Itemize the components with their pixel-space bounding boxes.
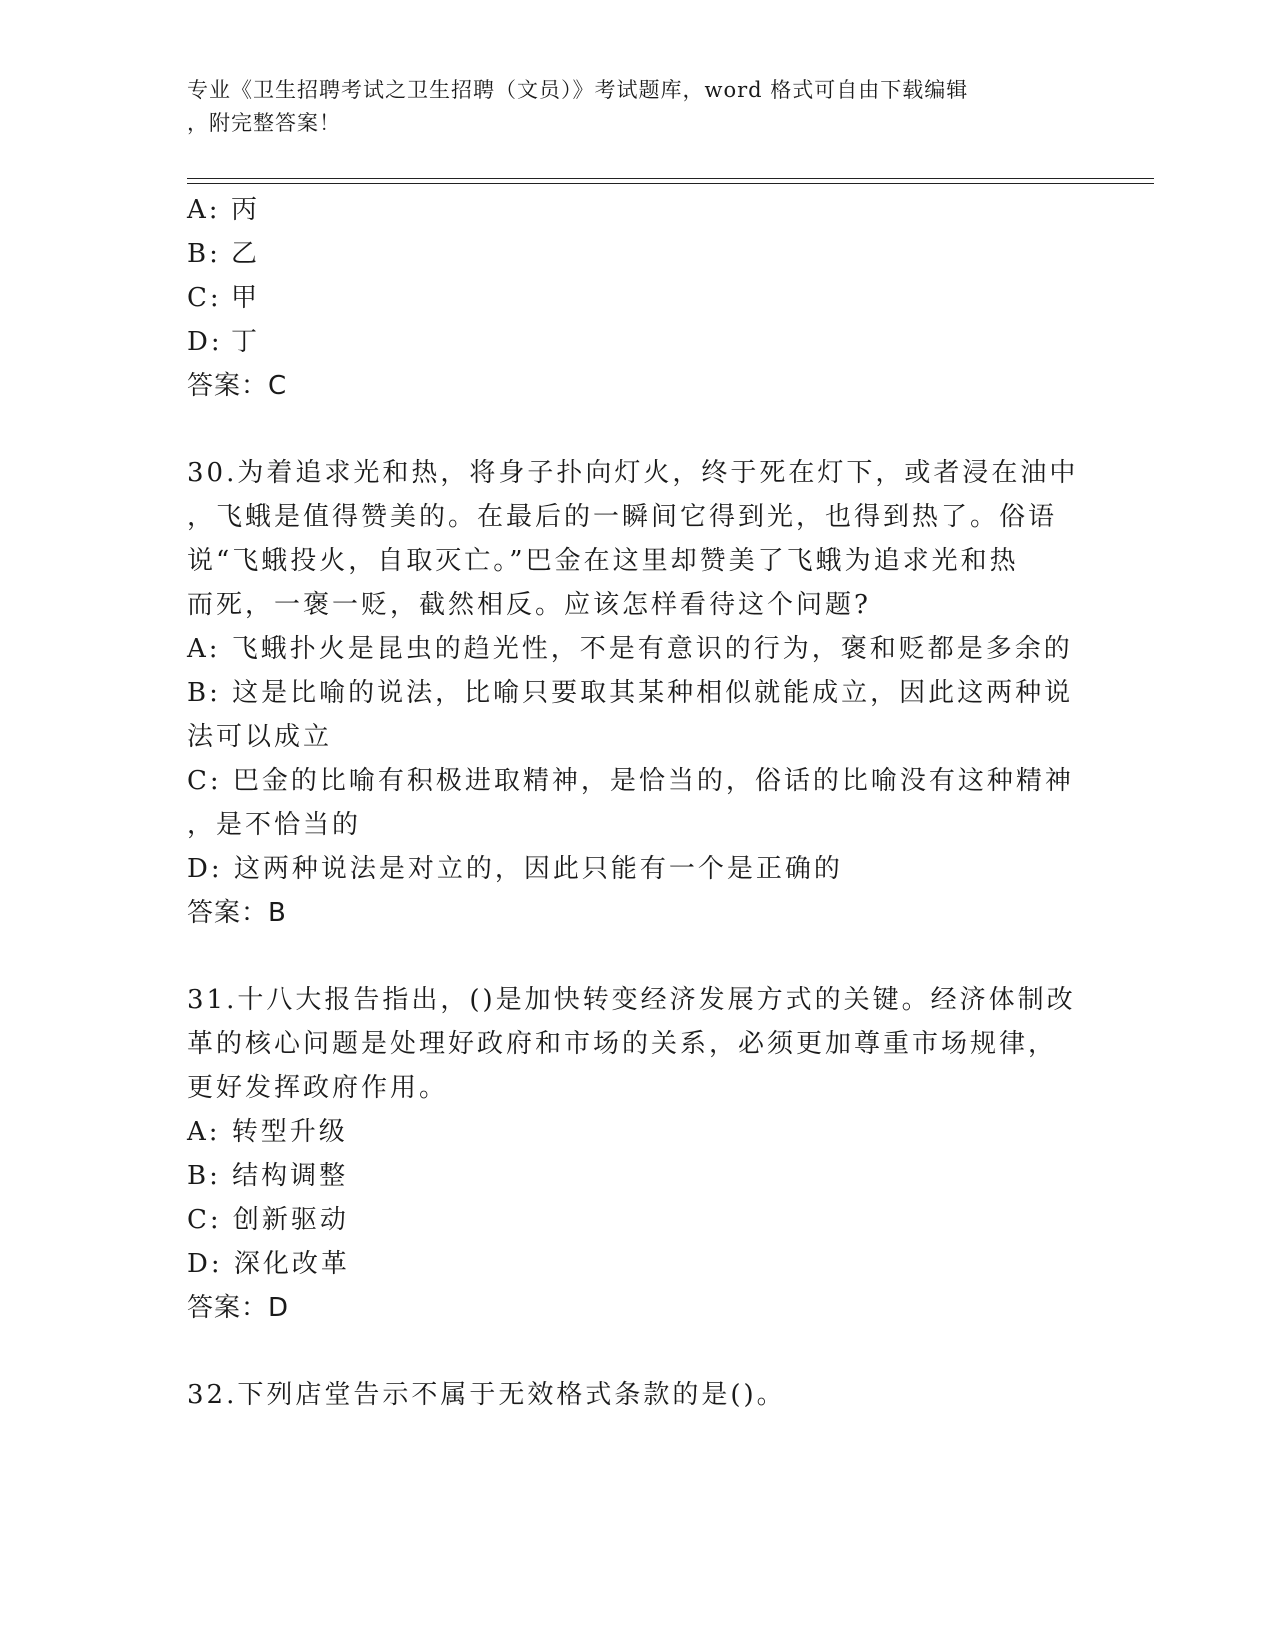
q30-stem-line: ，飞蛾是值得赞美的。在最后的一瞬间它得到光，也得到热了。俗语 [187,502,1058,532]
q30-option-b-cont: 法可以成立 [187,722,333,752]
q30-option-a: A: 飞蛾扑火是昆虫的趋光性，不是有意识的行为，褒和贬都是多余的 [187,634,1073,664]
q31-option-c: C: 创新驱动 [187,1205,349,1235]
q30-option-b: B: 这是比喻的说法，比喻只要取其某种相似就能成立，因此这两种说 [187,678,1074,708]
header-line-1: 专业《卫生招聘考试之卫生招聘（文员）》考试题库，word 格式可自由下载编辑 [187,78,969,102]
prev-option-a: A: 丙 [187,195,261,225]
q30-option-c-cont: ，是不恰当的 [187,810,362,840]
header-divider-bottom [187,183,1154,184]
q31-option-a: A: 转型升级 [187,1117,348,1147]
header-divider-top [187,178,1154,179]
q30-answer: 答案：B [187,898,287,928]
prev-option-d: D: 丁 [187,327,261,357]
q31-option-b: B: 结构调整 [187,1161,349,1191]
prev-option-c: C: 甲 [187,283,261,313]
q30-stem-line: 30.为着追求光和热，将身子扑向灯火，终于死在灯下，或者浸在油中 [187,458,1079,488]
q30-option-c: C: 巴金的比喻有积极进取精神，是恰当的，俗话的比喻没有这种精神 [187,766,1074,796]
q30-option-d: D: 这两种说法是对立的，因此只能有一个是正确的 [187,854,843,884]
q30-stem-line: 说“飞蛾投火，自取灭亡。”巴金在这里却赞美了飞蛾为追求光和热 [187,546,1019,576]
q31-stem-line: 革的核心问题是处理好政府和市场的关系，必须更加尊重市场规律， [187,1029,1058,1059]
document-header [187,74,1067,140]
q31-option-d: D: 深化改革 [187,1249,350,1279]
header-line-2: ，附完整答案！ [187,111,341,135]
prev-answer: 答案：C [187,371,288,401]
q31-answer: 答案：D [187,1293,290,1323]
prev-option-b: B: 乙 [187,239,261,269]
q32-stem-line: 32.下列店堂告示不属于无效格式条款的是()。 [187,1380,786,1410]
q31-stem-line: 更好发挥政府作用。 [187,1073,449,1103]
q31-stem-line: 31.十八大报告指出，()是加快转变经济发展方式的关键。经济体制改 [187,985,1076,1015]
q30-stem-line: 而死，一褒一贬，截然相反。应该怎样看待这个问题? [187,590,871,620]
